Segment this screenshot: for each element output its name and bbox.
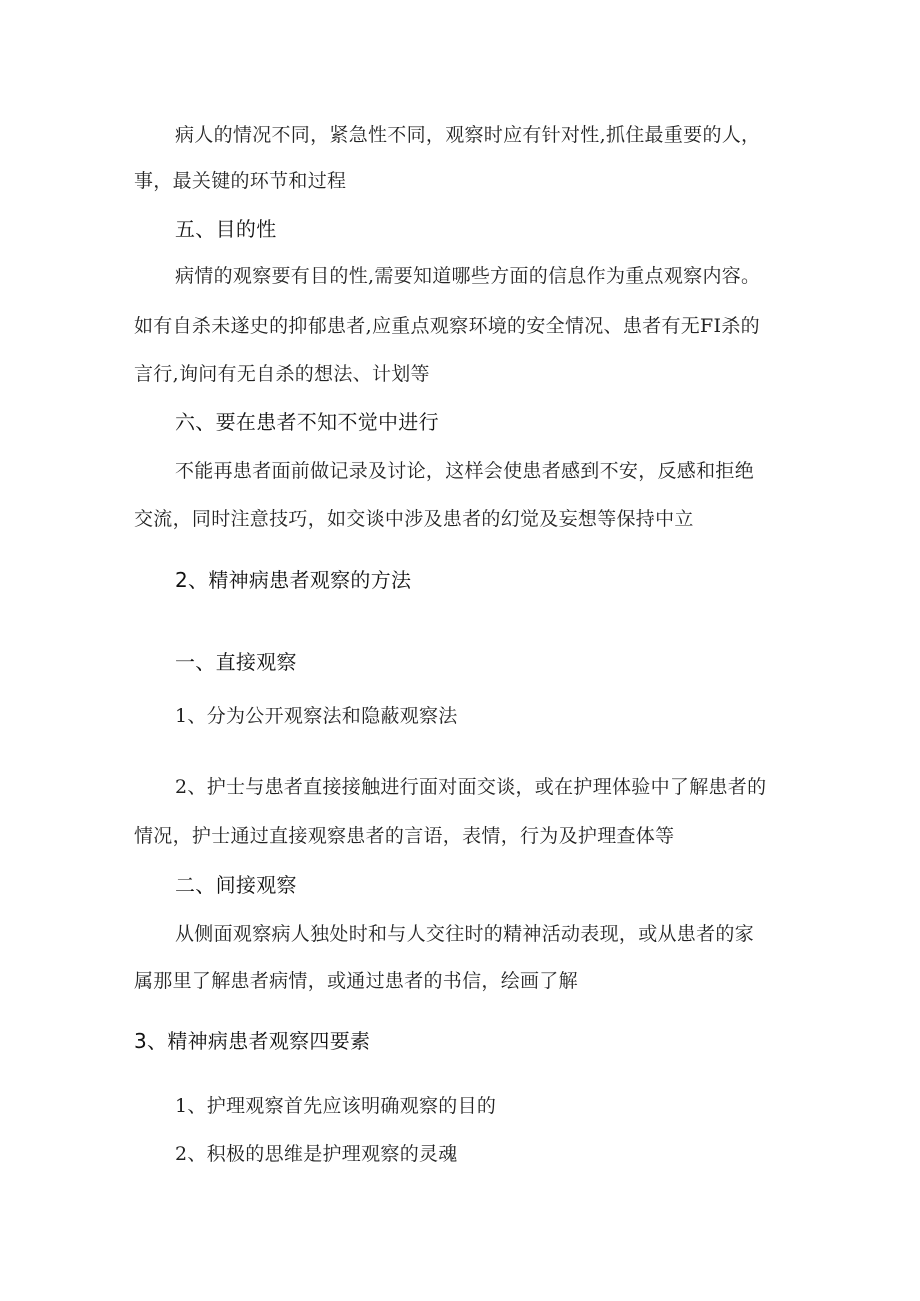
paragraph-line: 言行,询问有无自杀的想法、计划等 [134,363,430,385]
paragraph-line: 不能再患者面前做记录及讨论，这样会使患者感到不安，反感和拒绝 [175,460,755,482]
paragraph-line: 病情的观察要有目的性,需要知道哪些方面的信息作为重点观察内容。 [175,265,761,287]
section-heading-methods: 2、精神病患者观察的方法 [175,568,412,592]
paragraph-line: 属那里了解患者病情，或通过患者的书信，绘画了解 [134,970,578,992]
paragraph-line: 交流，同时注意技巧，如交谈中涉及患者的幻觉及妄想等保持中立 [134,508,694,530]
section-heading-six: 六、要在患者不知不觉中进行 [175,410,439,434]
section-heading-five: 五、目的性 [175,217,277,241]
paragraph-line: 事，最关键的环节和过程 [134,170,347,192]
section-heading-indirect: 二、间接观察 [175,873,297,897]
list-item-continuation: 情况，护士通过直接观察患者的言语，表情，行为及护理查体等 [134,825,675,847]
paragraph-line: 如有自杀未遂史的抑郁患者,应重点观察环境的安全情况、患者有无FI杀的 [134,315,760,337]
section-heading-elements: 3、精神病患者观察四要素 [134,1029,371,1053]
paragraph-line: 从侧面观察病人独处时和与人交往时的精神活动表现，或从患者的家 [175,923,755,945]
list-item: 2、积极的思维是护理观察的灵魂 [175,1143,458,1165]
list-item: 1、分为公开观察法和隐蔽观察法 [175,705,458,727]
paragraph-line: 病人的情况不同，紧急性不同，观察时应有针对性,抓住最重要的人， [175,124,761,146]
list-item: 1、护理观察首先应该明确观察的目的 [175,1095,497,1117]
list-item: 2、护士与患者直接接触进行面对面交谈，或在护理体验中了解患者的 [175,776,767,798]
section-heading-direct: 一、直接观察 [175,650,297,674]
